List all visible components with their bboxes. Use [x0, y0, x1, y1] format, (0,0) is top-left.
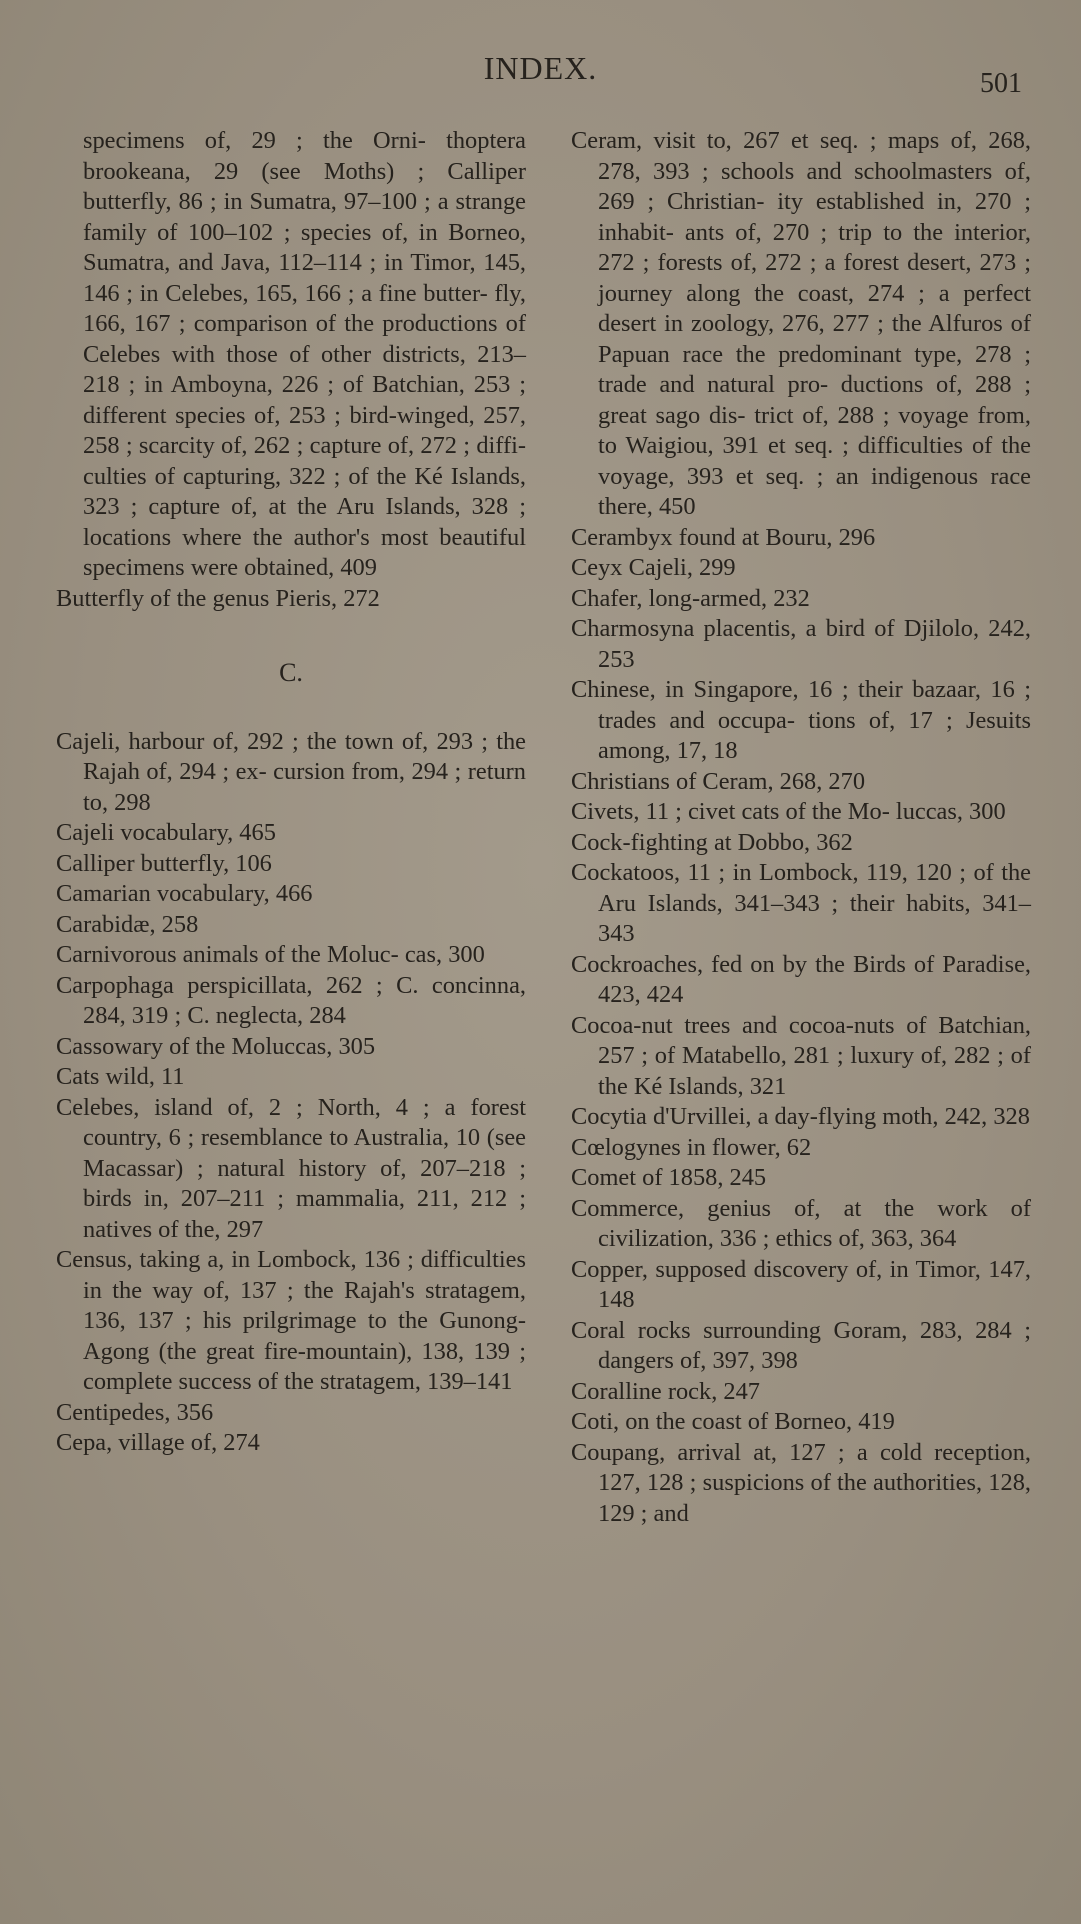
index-entry: Charmosyna placentis, a bird of Djilolo, 242, 253 — [571, 615, 1031, 673]
index-entry: Centipedes, 356 — [56, 1398, 214, 1426]
index-entry: Civets, 11 ; civet cats of the Mo- luccas, 300 — [571, 798, 1006, 825]
index-entry: Cocytia d'Urvillei, a day-flying moth, 242, 328 — [571, 1103, 1030, 1130]
index-entry: Celebes, island of, 2 ; North, 4 ; a forest country, 6 ; resemblance to Australia, 10 (see Macassar) ; natural history of, 207–218 ; birds in, 207–211 ; mammalia, 211, 212 ; natives of the, 297 — [56, 1093, 526, 1243]
index-entry: Commerce, genius of, at the work of civilization, 336 ; ethics of, 363, 364 — [571, 1194, 1031, 1252]
index-entry: Ceram, visit to, 267 et seq. ; maps of, 268, 278, 393 ; schools and schoolmasters of, 269 ; Christian- ity established in, 270 ; inhabit- ants of, 270 ; trip to the interior, 272 ; forests of, 272 ; a forest desert, 273 ; journey along the coast, 274 ; a perfect desert in zoology, 276, 277 ; the Alfuros of Papuan race the predominant type, 278 ; trade and natural pro- ductions of, 288 ; great sago dis- trict of, 288 ; voyage from, to Waigiou, 391 et seq. ; difficulties of the voyage, 393 et seq. ; an indigenous race there, 450 — [571, 127, 1031, 520]
index-entry: Coral rocks surrounding Goram, 283, 284 ; dangers of, 397, 398 — [571, 1316, 1031, 1374]
index-entry: Cepa, village of, 274 — [56, 1429, 260, 1456]
index-entry: Cerambyx found at Bouru, 296 — [571, 523, 876, 551]
index-entry: Christians of Ceram, 268, 270 — [571, 767, 866, 795]
index-entry: Camarian vocabulary, 466 — [56, 880, 313, 907]
index-entry: Cassowary of the Moluccas, 305 — [56, 1032, 376, 1060]
section-letter-heading: C. — [279, 658, 303, 687]
index-entry: Chinese, in Singapore, 16 ; their bazaar, 16 ; trades and occupa- tions of, 17 ; Jesuits among, 17, 18 — [571, 676, 1031, 764]
index-entry: Cock-fighting at Dobbo, 362 — [571, 828, 853, 856]
index-entry: Coupang, arrival at, 127 ; a cold reception, 127, 128 ; suspicions of the authorities, 128, 129 ; and — [571, 1438, 1031, 1527]
index-entry: Cœlogynes in flower, 62 — [571, 1133, 812, 1161]
index-entry: Cockatoos, 11 ; in Lombock, 119, 120 ; of the Aru Islands, 341–343 ; their habits, 341–343 — [571, 859, 1031, 947]
index-entry: Cocoa-nut trees and cocoa-nuts of Batchian, 257 ; of Matabello, 281 ; luxury of, 282 ; of the Ké Islands, 321 — [571, 1011, 1031, 1100]
index-column-left — [56, 126, 526, 1459]
index-entry: Carabidæ, 258 — [56, 910, 199, 938]
index-entry: Carnivorous animals of the Moluc- cas, 300 — [56, 941, 485, 968]
index-entry: Cats wild, 11 — [56, 1063, 185, 1090]
page-number: 501 — [980, 68, 1022, 99]
index-entry: Calliper butterfly, 106 — [56, 849, 272, 877]
index-entry: Copper, supposed discovery of, in Timor, 147, 148 — [571, 1255, 1031, 1313]
index-entry: Comet of 1858, 245 — [571, 1164, 767, 1191]
index-column-right — [571, 126, 1031, 1529]
index-entry: Butterfly of the genus Pieris, 272 — [56, 584, 380, 612]
index-entry: specimens of, 29 ; the Orni- thoptera brookeana, 29 (see Moths) ; Calliper butterfly, 86 ; in Sumatra, 97–100 ; a strange family of 100–102 ; species of, in Borneo, Sumatra, and Java, 112–114 ; in Timor, 145, 146 ; in Celebes, 165, 166 ; a fine butter- fly, 166, 167 ; comparison of the productions of Celebes with those of other districts, 213–218 ; in Amboyna, 226 ; of Batchian, 253 ; different species of, 253 ; bird-winged, 257, 258 ; scarcity of, 262 ; capture of, 272 ; diffi- culties of capturing, 322 ; of the Ké Islands, 323 ; capture of, at the Aru Islands, 328 ; locations where the author's most beautiful specimens were obtained, 409 — [83, 127, 526, 581]
page-title: INDEX. — [483, 50, 598, 86]
index-entry: Ceyx Cajeli, 299 — [571, 554, 736, 581]
index-entry: Chafer, long-armed, 232 — [571, 584, 810, 612]
index-entry: Cockroaches, fed on by the Birds of Paradise, 423, 424 — [571, 950, 1031, 1008]
index-entry: Coti, on the coast of Borneo, 419 — [571, 1408, 895, 1435]
index-entry: Census, taking a, in Lombock, 136 ; difficulties in the way of, 137 ; the Rajah's stratagem, 136, 137 ; his prilgrimage to the Gunong- Agong (the great fire-mountain), 138, 139 ; complete success of the stratagem, 139–141 — [56, 1246, 526, 1395]
index-entry: Coralline rock, 247 — [571, 1377, 760, 1405]
index-entry: Carpophaga perspicillata, 262 ; C. concinna, 284, 319 ; C. neglecta, 284 — [56, 971, 526, 1029]
index-entry: Cajeli, harbour of, 292 ; the town of, 293 ; the Rajah of, 294 ; ex- cursion from, 294 ; return to, 298 — [56, 727, 526, 816]
index-entry: Cajeli vocabulary, 465 — [56, 819, 276, 846]
